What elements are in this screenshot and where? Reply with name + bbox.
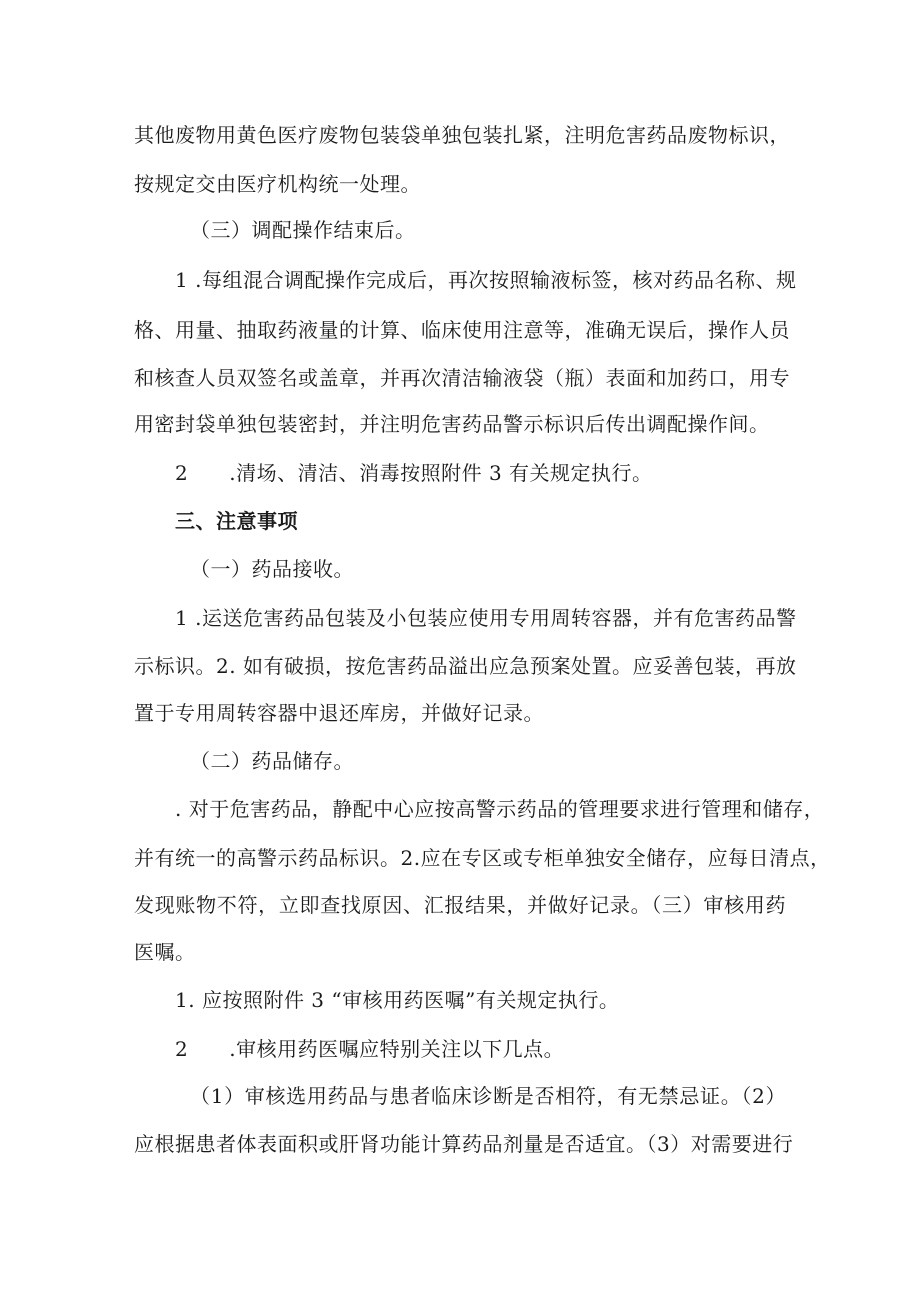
text-line: 置于专用周转容器中退还库房，并做好记录。 [134, 701, 544, 725]
subheading: （一）药品接收。 [190, 557, 354, 581]
text-line: 其他废物用黄色医疗废物包装袋单独包装扎紧，注明危害药品废物标识， [134, 123, 790, 147]
text-line: 用密封袋单独包装密封，并注明危害药品警示标识后传出调配操作间。 [134, 412, 770, 436]
text-line: 1 .每组混合调配操作完成后，再次按照输液标签，核对药品名称、规 [175, 268, 797, 292]
text-line: 格、用量、抽取药液量的计算、临床使用注意等，准确无误后，操作人员 [134, 318, 790, 342]
text-line: . 对于危害药品，静配中心应按高警示药品的管理要求进行管理和储存， [175, 797, 825, 821]
text-line: 1 .运送危害药品包装及小包装应使用专用周转容器，并有危害药品警 [175, 606, 797, 630]
text-line: （1）审核选用药品与患者临床诊断是否相符，有无禁忌证。（2） [190, 1084, 786, 1108]
text-line: 和核查人员双签名或盖章，并再次清洁输液袋（瓶）表面和加药口，用专 [134, 366, 790, 390]
subheading: （二）药品储存。 [190, 749, 354, 773]
text-line: 发现账物不符，立即查找原因、汇报结果，并做好记录。（三）审核用药 [134, 893, 786, 917]
subheading: （三）调配操作结束后。 [190, 218, 416, 242]
text-line: 2 .清场、清洁、消毒按照附件 3 有关规定执行。 [175, 461, 653, 485]
text-line: 按规定交由医疗机构统一处理。 [134, 172, 421, 196]
text-line: 医嘱。 [134, 940, 196, 964]
text-line: 应根据患者体表面积或肝肾功能计算药品剂量是否适宜。（3）对需要进行 [134, 1132, 794, 1156]
text-line: 并有统一的高警示药品标识。2.应在专区或专柜单独安全储存，应每日清点， [134, 846, 831, 870]
text-line: 2 .审核用药医嘱应特别关注以下几点。 [175, 1037, 565, 1061]
section-heading: 三、注意事项 [175, 509, 298, 533]
text-line: 示标识。2. 如有破损，按危害药品溢出应急预案处置。应妥善包装，再放 [134, 654, 797, 678]
text-line: 1. 应按照附件 3 “审核用药医嘱”有关规定执行。 [175, 988, 620, 1012]
